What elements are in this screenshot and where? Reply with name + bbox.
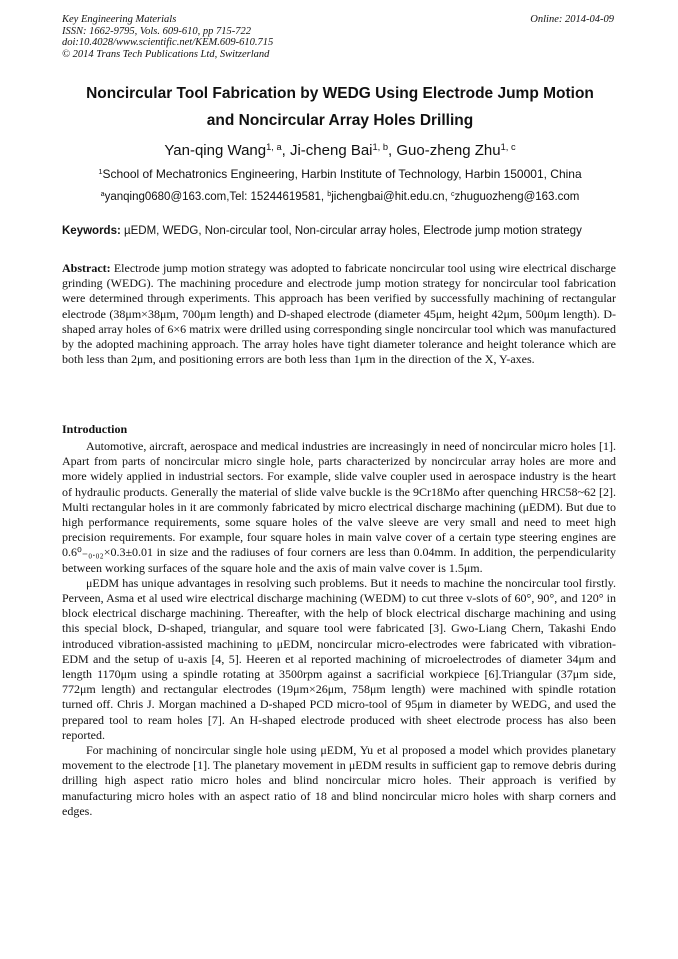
intro-paragraph-2: μEDM has unique advantages in resolving such problems. But it needs to machine the noncircular tool firstly. Perveen, Asma et al used wire electrical discharge machining (WEDM) to cut three v-slots of 60°, 90°, and 120° in block electrical discharge machining. Thereafter, with the help of block electrical discharge machining and using this special block, D-shaped, triangular, and square tool were fabricated [3]. Gwo-Liang Chern, Takashi Endo introduced vibration-assisted machining to μEDM, noncircular micro-electrodes were fabricated with vibration-EDM and the setup of u-axis [4, 5]. Heeren et al reported machining of microelectrodes of diameter 34μm and length 1170μm using a spindle rotating at 3500rpm against a sacrificial workpiece [6].Triangular (37μm side, 772μm length) and rectangular electrodes (19μm×26μm, 758μm length) were machined with spindle rotation turned off. Chris J. Morgan machined a D-shaped PCD micro-tool of 95μm in diameter by WEDG, and used the prepared tool to ream holes [7]. An H-shaped electrode produced with sheet electrode process has also been reported. <box>62 575 616 742</box>
abstract-text: Electrode jump motion strategy was adopted to fabricate noncircular tool using wire electrical discharge grinding (WEDG). The machining procedure and electrode jump motion strategy for noncircular tool fabrication were determined through experiments. This approach has been verified by successfully machining of rectangular electrode (38μm×38μm, 700μm length) and D-shaped electrode (diameter 45μm, height 42μm, 500μm length). D-shaped array holes of 6×6 matrix were drilled using corresponding single noncircular tool which was manufactured by the adopted machining approach. The array holes have tight diameter tolerance and height tolerance which are both less than 2μm, and positioning errors are both less than 1μm in the direction of the X, Y-axes. <box>62 261 616 367</box>
journal-name: Key Engineering Materials <box>62 14 177 25</box>
affiliation <box>60 166 620 182</box>
contact-emails <box>40 189 640 205</box>
title-line-2: and Noncircular Array Holes Drilling <box>206 112 474 129</box>
paper-title <box>60 80 620 134</box>
abstract <box>62 261 616 367</box>
doi-line: doi:10.4028/www.scientific.net/KEM.609-610.715 <box>62 37 274 48</box>
intro-paragraph-3: For machining of noncircular single hole using μEDM, Yu et al proposed a model which provides planetary movement to the electrode [1]. The planetary movement in μEDM results in sufficient gap to remove debris during drilling high aspect ratio micro holes and blind noncircular micro holes. Their approach is verified by manufacturing micro holes with an aspect ratio of 18 and blind noncircular micro holes with sharp corners and edges. <box>62 743 616 818</box>
author-1: Yan-qing Wang <box>164 142 267 159</box>
keywords-text: µEDM, WEDG, Non-circular tool, Non-circular array holes, Electrode jump motion strategy <box>120 225 582 237</box>
title-line-1: Noncircular Tool Fabrication by WEDG Using Electrode Jump Motion <box>86 85 594 102</box>
journal-header <box>62 14 273 60</box>
introduction-heading: Introduction <box>62 422 128 436</box>
email-2: jichengbai@hit.edu.cn, <box>331 191 451 203</box>
introduction-body <box>62 439 616 819</box>
affiliation-text: School of Mechatronics Engineering, Harbin Institute of Technology, Harbin 150001, China <box>102 167 582 181</box>
keywords-label: Keywords: <box>62 225 121 237</box>
email-marker-b: b <box>327 190 332 199</box>
affiliation-marker: 1 <box>98 166 103 176</box>
email-1: yanqing0680@163.com,Tel: 15244619581, <box>104 191 328 203</box>
intro-paragraph-1: Automotive, aircraft, aerospace and medical industries are increasingly in need of noncircular micro holes [1]. Apart from parts of noncircular micro single hole, parts characterized by noncircular array holes are more and more widely applied in industrial sectors. For example, slide valve coupler used in aerospace industry is the heart of hydraulic products. Generally the material of slide valve buckle is the 9Cr18Mo after quenching HRC58~62 [2]. Multi rectangular holes in it are commonly fabricated by micro electrical discharge machining (μEDM). But due to high performance requirements, some square holes of the valve sleeve are very small and need to meet high precision requirements. For example, four square holes in main valve cover of a certain type steering engines are 0.6⁰₋₀.₀₂×0.3±0.01 in size and the radiuses of four corners are less than 0.04mm. In addition, the perpendicularity between working surfaces of the square hole and the axis of main valve cover is 1.5μm. <box>62 439 616 575</box>
author-list <box>60 141 620 161</box>
online-date: Online: 2014-04-09 <box>530 14 614 25</box>
issn-line: ISSN: 1662-9795, Vols. 609-610, pp 715-722 <box>62 25 251 37</box>
author-2: , Ji-cheng Bai <box>281 142 373 159</box>
abstract-label: Abstract: <box>62 261 111 275</box>
author-2-affil: 1, b <box>372 141 389 152</box>
keywords <box>62 223 618 239</box>
email-3: zhuguozheng@163.com <box>454 191 580 203</box>
author-1-affil: 1, a <box>266 141 282 152</box>
author-3: , Guo-zheng Zhu <box>388 142 501 159</box>
copyright-line: © 2014 Trans Tech Publications Ltd, Switzerland <box>62 48 270 60</box>
email-marker-a: a <box>100 190 105 199</box>
author-3-affil: 1, c <box>500 141 516 152</box>
email-marker-c: c <box>450 190 455 199</box>
